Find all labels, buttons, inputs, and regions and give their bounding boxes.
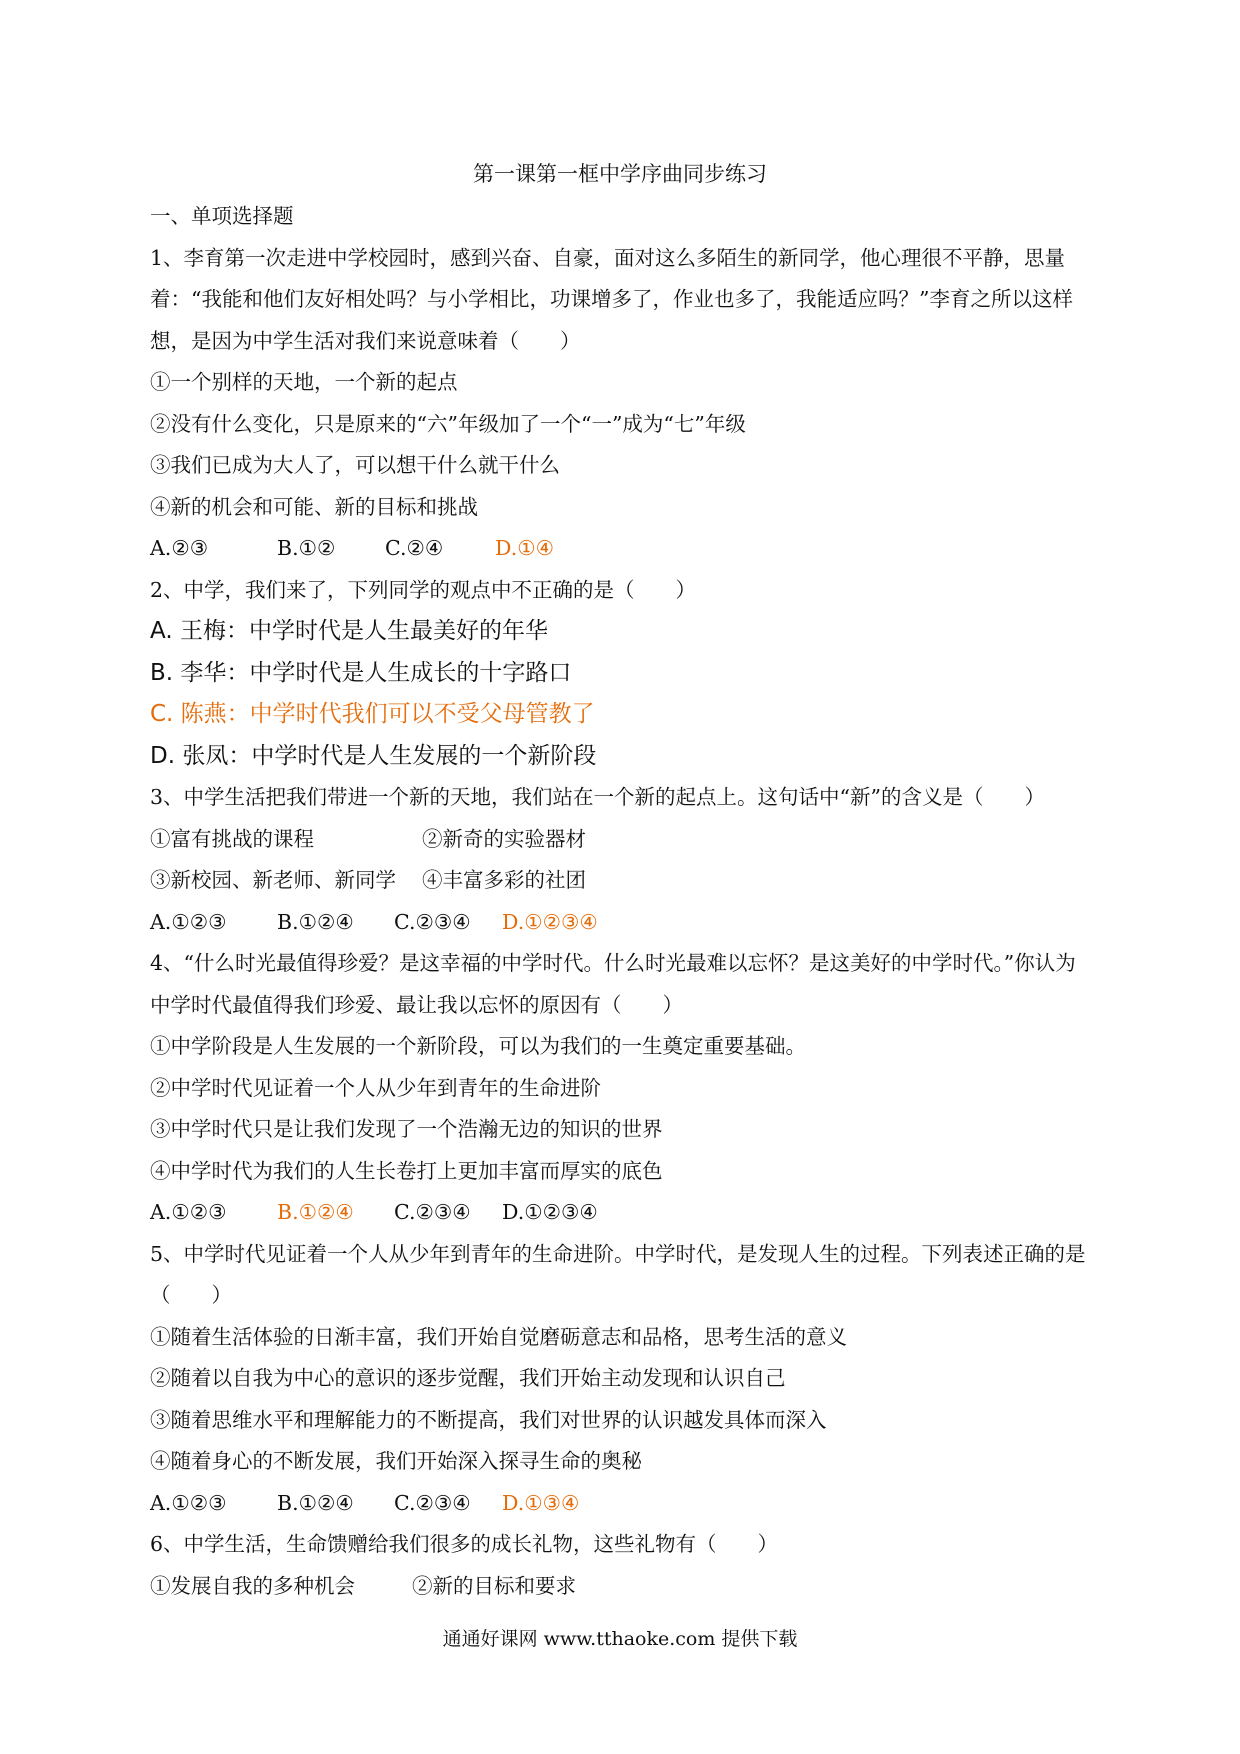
question-4-option-a: A.①②③: [150, 1200, 227, 1224]
question-5-option-a: A.①②③: [150, 1490, 227, 1515]
question-4-options: [150, 1192, 1095, 1234]
question-2-option-b: B. 李华：中学时代是人生成长的十字路口: [150, 659, 572, 686]
question-4-option-b-answer: B.①②④: [277, 1200, 354, 1224]
question-6-stem: 6、中学生活，生命馈赠给我们很多的成长礼物，这些礼物有（ ）: [150, 1532, 779, 1556]
question-5-option-b: B.①②④: [277, 1490, 354, 1515]
section-heading: 一、单项选择题: [150, 204, 294, 228]
question-1-option-b: B.①②: [277, 536, 336, 560]
question-1-item-3: ③我们已成为大人了，可以想干什么就干什么: [150, 453, 560, 477]
question-1-stem: 1、李育第一次走进中学校园时，感到兴奋、自豪，面对这么多陌生的新同学，他心理很不平静，思量着：“我能和他们友好相处吗？与小学相比，功课增多了，作业也多了，我能适应吗？”李育之所以这样想，是因为中学生活对我们来说意味着（ ）: [150, 245, 1073, 353]
question-2-option-d: D. 张凤：中学时代是人生发展的一个新阶段: [150, 742, 597, 769]
question-5-item-4: ④随着身心的不断发展，我们开始深入探寻生命的奥秘: [150, 1449, 642, 1473]
question-3-options: [150, 902, 1095, 944]
question-4-stem: 4、“什么时光最值得珍爱？是这幸福的中学时代。什么时光最难以忘怀？是这美好的中学时代。”你认为中学时代最值得我们珍爱、最让我以忘怀的原因有（ ）: [150, 951, 1076, 1017]
question-6-items-row-1: [150, 1566, 1095, 1608]
question-3-option-a: A.①②③: [150, 909, 227, 934]
question-3-option-b: B.①②④: [277, 909, 354, 934]
question-4-item-3: ③中学时代只是让我们发现了一个浩瀚无边的知识的世界: [150, 1117, 663, 1141]
question-3-items-row-1: [150, 819, 1095, 861]
exercise-content: [150, 196, 1095, 1607]
footer-credit: 通通好课网 www.tthaoke.com 提供下载: [442, 1628, 798, 1650]
question-2-option-a: A. 王梅：中学时代是人生最美好的年华: [150, 618, 548, 644]
question-4-option-d: D.①②③④: [502, 1200, 598, 1224]
question-3-option-c: C.②③④: [394, 909, 471, 934]
page-title: 第一课第一框中学序曲同步练习: [473, 162, 767, 186]
question-5-option-c: C.②③④: [394, 1490, 471, 1515]
question-5-stem: 5、中学时代见证着一个人从少年到青年的生命进阶。中学时代，是发现人生的过程。下列表述正确的是（ ）: [150, 1241, 1086, 1307]
question-5-item-3: ③随着思维水平和理解能力的不断提高，我们对世界的认识越发具体而深入: [150, 1407, 827, 1432]
question-5-options: [150, 1483, 1095, 1525]
question-5-item-1: ①随着生活体验的日渐丰富，我们开始自觉磨砺意志和品格，思考生活的意义: [150, 1324, 847, 1349]
question-4-item-1: ①中学阶段是人生发展的一个新阶段，可以为我们的一生奠定重要基础。: [150, 1034, 806, 1058]
question-5-option-d-answer: D.①③④: [502, 1490, 580, 1515]
question-3-item-4: ④丰富多彩的社团: [422, 868, 586, 892]
question-3-option-d-answer: D.①②③④: [502, 909, 598, 934]
question-3-items-row-2: [150, 860, 1095, 902]
question-1-options: [150, 528, 1095, 570]
question-2-option-c-answer: C. 陈燕：中学时代我们可以不受父母管教了: [150, 701, 595, 727]
question-3-item-2: ②新奇的实验器材: [422, 826, 586, 851]
question-6-item-2: ②新的目标和要求: [412, 1573, 576, 1598]
question-1-item-1: ①一个别样的天地，一个新的起点: [150, 370, 458, 394]
question-4-option-c: C.②③④: [394, 1200, 471, 1224]
question-1-item-4: ④新的机会和可能、新的目标和挑战: [150, 494, 478, 519]
question-3-item-3: ③新校园、新老师、新同学: [150, 868, 396, 892]
question-3-stem: 3、中学生活把我们带进一个新的天地，我们站在一个新的起点上。这句话中“新”的含义是（ ）: [150, 785, 1046, 809]
question-1-option-a: A.②③: [150, 536, 209, 560]
question-5-item-2: ②随着以自我为中心的意识的逐步觉醒，我们开始主动发现和认识自己: [150, 1366, 786, 1390]
question-2-stem: 2、中学，我们来了，下列同学的观点中不正确的是（ ）: [150, 577, 697, 602]
question-4-item-2: ②中学时代见证着一个人从少年到青年的生命进阶: [150, 1075, 601, 1100]
question-1-option-d-answer: D.①④: [495, 536, 554, 560]
question-3-item-1: ①富有挑战的课程: [150, 826, 314, 851]
question-6-item-1: ①发展自我的多种机会: [150, 1573, 355, 1598]
question-1-option-c: C.②④: [385, 536, 444, 560]
question-4-item-4: ④中学时代为我们的人生长卷打上更加丰富而厚实的底色: [150, 1158, 663, 1183]
question-1-item-2: ②没有什么变化，只是原来的“六”年级加了一个“一”成为“七”年级: [150, 411, 746, 436]
